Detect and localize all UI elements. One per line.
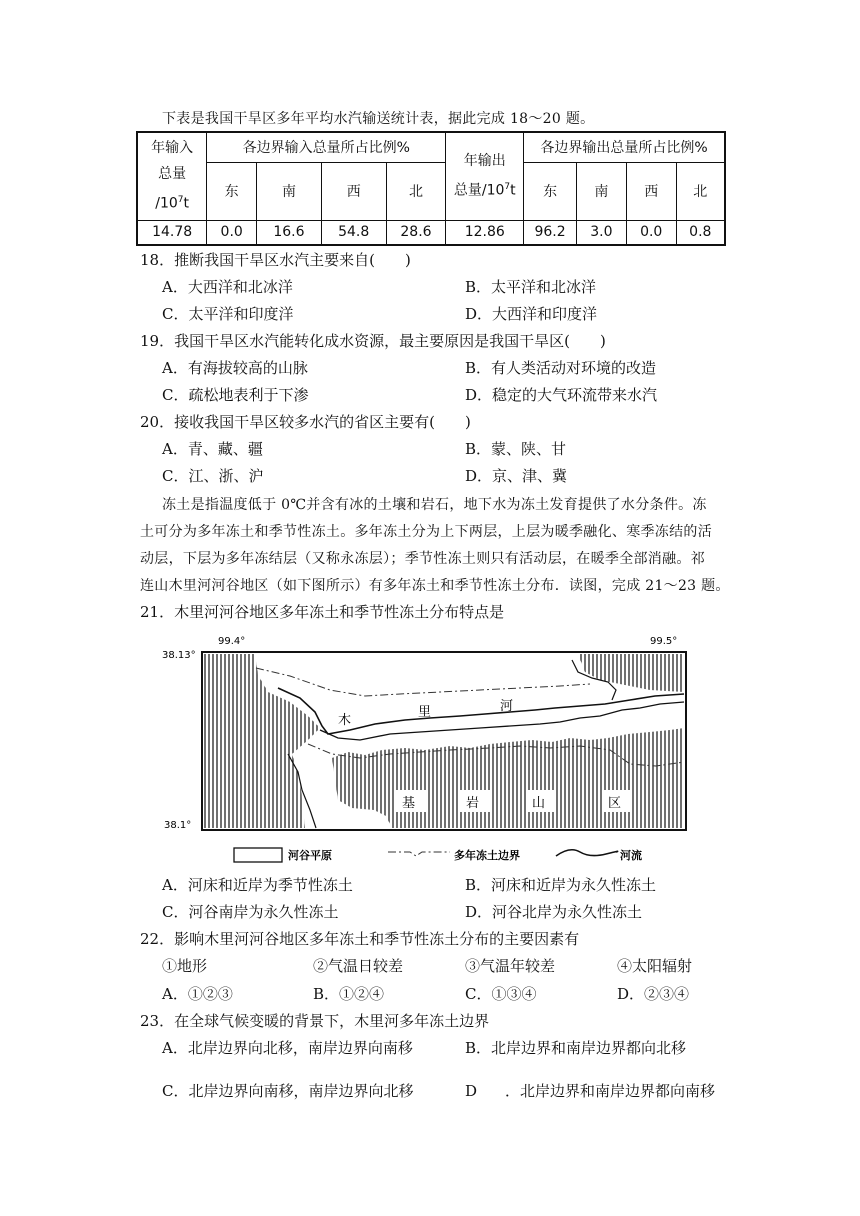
q21-option-a[interactable]: A．河床和近岸为季节性冻土 xyxy=(162,876,353,894)
q23-option-b[interactable]: B．北岸边界和南岸边界都向北移 xyxy=(465,1039,687,1057)
q23-stem: 23．在全球气候变暖的背景下，木里河多年冻土边界 xyxy=(140,1012,490,1030)
output-west-value: 0.0 xyxy=(626,220,676,245)
dir-north: 北 xyxy=(386,162,446,220)
q23-option-d-letter: D xyxy=(465,1082,478,1100)
output-south-value: 3.0 xyxy=(577,220,627,245)
passage-line-3: 动层，下层为多年冻结层（又称永冻层）；季节性冻土则只有活动层，在暖季全部消融。祁 xyxy=(140,551,705,567)
legend-plain-swatch xyxy=(234,848,282,862)
q20-option-c[interactable]: C．江、浙、沪 xyxy=(162,467,264,485)
q23-option-a[interactable]: A．北岸边界向北移，南岸边界向南移 xyxy=(162,1039,413,1057)
q22-stem: 22．影响木里河河谷地区多年冻土和季节性冻土分布的主要因素有 xyxy=(140,930,580,948)
q18-stem: 18．推断我国干旱区水汽主要来自( ) xyxy=(140,251,411,269)
coord-lat-bottom: 38.1° xyxy=(164,820,192,831)
output-ratio-header: 各边界输出总量所占比例% xyxy=(524,132,725,162)
q22-option-a[interactable]: A．①②③ xyxy=(162,985,233,1003)
q22-option-d[interactable]: D．②③④ xyxy=(617,985,690,1003)
q19-option-a[interactable]: A．有海拔较高的山脉 xyxy=(162,359,308,377)
q21-option-d[interactable]: D．河谷北岸为永久性冻土 xyxy=(465,903,643,921)
input-total-value: 14.78 xyxy=(137,220,207,245)
coord-lon-right: 99.5° xyxy=(650,636,678,647)
dir-east: 东 xyxy=(524,162,577,220)
q21-option-b[interactable]: B．河床和近岸为永久性冻土 xyxy=(465,876,657,894)
dir-west: 西 xyxy=(321,162,386,220)
label-he: 河 xyxy=(500,699,514,714)
legend-river-label: 河流 xyxy=(620,849,642,862)
water-vapor-table xyxy=(136,131,726,246)
input-south-value: 16.6 xyxy=(257,220,322,245)
q19-option-b[interactable]: B．有人类活动对环境的改造 xyxy=(465,359,657,377)
q18-option-c[interactable]: C．太平洋和印度洋 xyxy=(162,305,294,323)
q22-item-4: ④太阳辐射 xyxy=(617,957,693,975)
coord-lon-left: 99.4° xyxy=(218,636,246,647)
q22-item-1: ①地形 xyxy=(162,957,208,975)
input-north-value: 28.6 xyxy=(386,220,446,245)
q18-option-b[interactable]: B．太平洋和北冰洋 xyxy=(465,278,597,296)
q23-option-c[interactable]: C．北岸边界向南移，南岸边界向北移 xyxy=(162,1082,414,1100)
output-total-value: 12.86 xyxy=(446,220,524,245)
q23-option-d[interactable] xyxy=(465,1081,715,1101)
input-ratio-header: 各边界输入总量所占比例% xyxy=(207,132,446,162)
label-mu: 木 xyxy=(338,713,352,728)
label-shan: 山 xyxy=(532,796,546,811)
q19-option-c[interactable]: C．疏松地表利于下渗 xyxy=(162,386,309,404)
q20-option-d[interactable]: D．京、津、冀 xyxy=(465,467,568,485)
legend-river-swatch xyxy=(556,850,618,856)
passage-line-2: 土可分为多年冻土和季节性冻土。多年冻土分为上下两层，上层为暖季融化、寒季冻结的活 xyxy=(140,524,712,540)
dir-south: 南 xyxy=(257,162,322,220)
q19-stem: 19．我国干旱区水汽能转化成水资源，最主要原因是我国干旱区( ) xyxy=(140,332,606,350)
dir-west: 西 xyxy=(626,162,676,220)
q20-option-b[interactable]: B．蒙、陕、甘 xyxy=(465,440,567,458)
coord-lat-top: 38.13° xyxy=(162,650,196,661)
q21-option-c[interactable]: C．河谷南岸为永久性冻土 xyxy=(162,903,339,921)
input-east-value: 0.0 xyxy=(207,220,257,245)
q20-stem: 20．接收我国干旱区较多水汽的省区主要有( ) xyxy=(140,413,471,431)
q20-option-a[interactable]: A．青、藏、疆 xyxy=(162,440,263,458)
passage-line-4: 连山木里河河谷地区（如下图所示）有多年冻土和季节性冻土分布．读图，完成 21～23 题。 xyxy=(140,578,730,594)
input-total-header: 年输入 总量 $/10^7t$ xyxy=(137,132,207,220)
q22-option-c[interactable]: C．①③④ xyxy=(465,985,537,1003)
dir-south: 南 xyxy=(577,162,627,220)
q18-option-a[interactable]: A．大西洋和北冰洋 xyxy=(162,278,293,296)
q18-option-d[interactable]: D．大西洋和印度洋 xyxy=(465,305,598,323)
passage-line-1: 冻土是指温度低于 0℃并含有冰的土壤和岩石，地下水为冻土发育提供了水分条件。冻 xyxy=(162,497,707,513)
legend-boundary-label: 多年冻土边界 xyxy=(454,849,520,862)
label-yan: 岩 xyxy=(466,796,480,811)
legend-boundary-swatch xyxy=(388,852,450,856)
dir-east: 东 xyxy=(207,162,257,220)
input-west-value: 54.8 xyxy=(321,220,386,245)
legend-plain-label: 河谷平原 xyxy=(288,849,332,862)
output-north-value: 0.8 xyxy=(676,220,725,245)
q19-option-d[interactable]: D．稳定的大气环流带来水汽 xyxy=(465,386,658,404)
q21-stem: 21．木里河河谷地区多年冻土和季节性冻土分布特点是 xyxy=(140,603,505,621)
label-ji: 基 xyxy=(402,796,416,811)
output-east-value: 96.2 xyxy=(524,220,577,245)
map-figure xyxy=(160,630,700,870)
label-li: 里 xyxy=(418,705,432,720)
q22-item-2: ②气温日较差 xyxy=(313,957,404,975)
q22-item-3: ③气温年较差 xyxy=(465,957,556,975)
muli-river-map xyxy=(160,630,700,870)
label-qu: 区 xyxy=(608,796,622,811)
q23-option-d-text: ．北岸边界和南岸边界都向南移 xyxy=(505,1082,716,1100)
output-total-header: 年输出 总量$/10^7t$ xyxy=(446,132,524,220)
q22-option-b[interactable]: B．①②④ xyxy=(313,985,385,1003)
table-intro: 下表是我国干旱区多年平均水汽输送统计表，据此完成 18～20 题。 xyxy=(162,111,595,127)
dir-north: 北 xyxy=(676,162,725,220)
